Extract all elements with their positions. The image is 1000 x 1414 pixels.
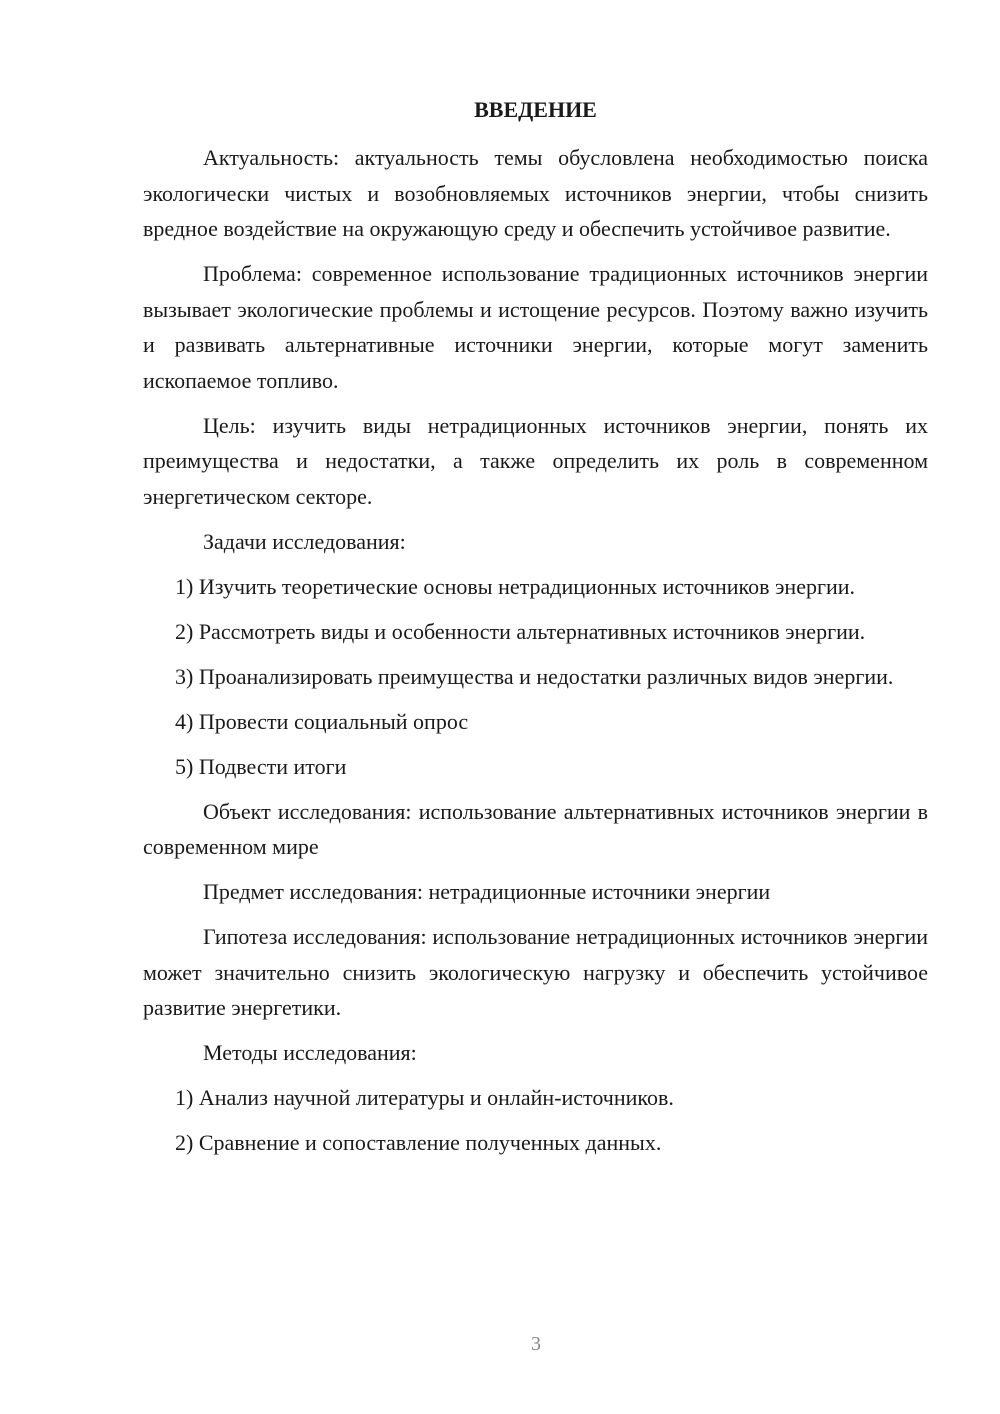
paragraph-goal: Цель: изучить виды нетрадиционных источников энергии, понять их преимущества и недостатки, а также определить их роль в современном энергетическом секторе. [143,412,928,509]
task-item: 4) Провести социальный опрос [175,708,469,734]
paragraph-tasks-heading: Задачи исследования: [203,528,406,554]
page-content [143,92,928,1161]
paragraph-subject: Предмет исследования: нетрадиционные источники энергии [203,879,771,904]
section-heading: ВВЕДЕНИЕ [474,97,597,122]
task-item: 3) Проанализировать преимущества и недостатки различных видов энергии. [175,663,894,689]
paragraph-relevance: Актуальность: актуальность темы обусловлена необходимостью поиска экологически чистых и возобновляемых источников энергии, чтобы снизить вредное воздействие на окружающую среду и обеспечить устойчивое развитие. [143,145,928,241]
paragraph-object: Объект исследования: использование альтернативных источников энергии в современном мире [143,798,928,859]
task-item: 5) Подвести итоги [175,753,347,779]
page-number: 3 [531,1333,541,1355]
method-item: 1) Анализ научной литературы и онлайн-источников. [175,1085,674,1110]
paragraph-methods-heading: Методы исследования: [203,1040,417,1065]
paragraph-problem: Проблема: современное использование традиционных источников энергии вызывает экологические проблемы и истощение ресурсов. Поэтому важно изучить и развивать альтернативные источники энергии, которые могут заменить ископаемое топливо. [143,261,928,393]
task-item: 2) Рассмотреть виды и особенности альтернативных источников энергии. [175,618,866,644]
task-item: 1) Изучить теоретические основы нетрадиционных источников энергии. [175,573,856,599]
method-item: 2) Сравнение и сопоставление полученных данных. [175,1130,662,1155]
paragraph-hypothesis: Гипотеза исследования: использование нетрадиционных источников энергии может значительно снизить экологическую нагрузку и обеспечить устойчивое развитие энергетики. [143,924,928,1020]
